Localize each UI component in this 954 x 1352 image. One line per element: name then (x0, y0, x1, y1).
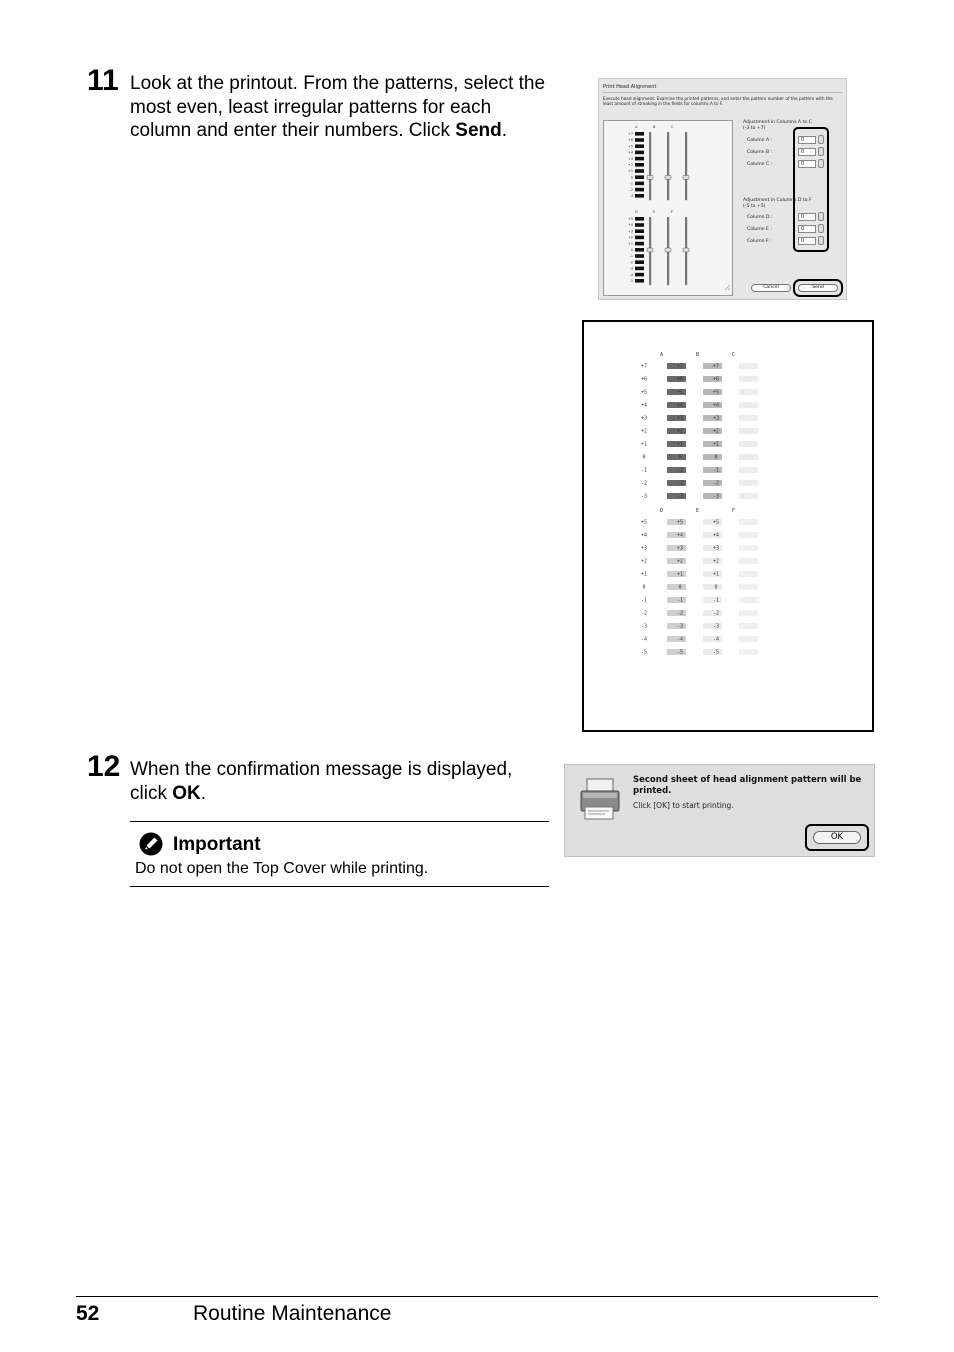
row-label-top-2-3: +4 (712, 402, 720, 409)
preview-label-bottom-2: +3 (628, 229, 633, 234)
column-f-label: Column F : (747, 239, 772, 244)
pattern-swatch-top-2-9 (739, 480, 758, 486)
row-label-top-1-2: +5 (676, 389, 684, 396)
row-label-bottom-2-4: +1 (712, 571, 720, 578)
preview-label-top-2: +5 (628, 144, 633, 149)
pattern-swatch-bottom-2-9 (739, 636, 758, 642)
row-label-top-2-10: -3 (712, 493, 720, 500)
preview-swatch-top-1 (635, 138, 644, 142)
row-label-top-1-0: +7 (676, 363, 684, 370)
important-pencil-icon (139, 832, 163, 856)
row-label-bottom-0-8: -3 (640, 623, 648, 630)
preview-label-top-8: -1 (629, 181, 633, 186)
row-label-top-1-9: -2 (676, 480, 684, 487)
row-label-bottom-1-1: +4 (676, 532, 684, 539)
important-body: Do not open the Top Cover while printing. (135, 860, 429, 877)
row-label-top-2-2: +5 (712, 389, 720, 396)
pattern-swatch-top-2-6 (739, 441, 758, 447)
column-c-input[interactable]: 0 (798, 160, 816, 168)
row-label-top-2-1: +6 (712, 376, 720, 383)
pattern-swatch-bottom-2-4 (739, 571, 758, 577)
row-label-top-0-5: +2 (640, 428, 648, 435)
row-label-bottom-1-10: -5 (676, 649, 684, 656)
row-label-top-2-4: +3 (712, 415, 720, 422)
pattern-swatch-top-2-4 (739, 415, 758, 421)
preview-swatch-top-7 (635, 175, 644, 179)
preview-col-top-1: B (653, 125, 656, 129)
row-label-bottom-1-7: -2 (676, 610, 684, 617)
resize-grip-icon (725, 285, 730, 290)
preview-slider-knob-bottom-2 (683, 248, 689, 252)
send-highlight-frame (793, 279, 843, 297)
preview-swatch-bottom-7 (635, 260, 644, 264)
group-a-c: Adjustment in Columns A to C (-3 to +7) (743, 120, 812, 131)
printer-icon (577, 775, 625, 823)
row-label-bottom-1-8: -3 (676, 623, 684, 630)
row-label-top-0-3: +4 (640, 402, 648, 409)
row-label-top-1-1: +6 (676, 376, 684, 383)
row-label-bottom-0-2: +3 (640, 545, 648, 552)
column-e-label: Column E : (747, 227, 772, 232)
row-label-bottom-1-4: +1 (676, 571, 684, 578)
pattern-swatch-bottom-2-1 (739, 532, 758, 538)
pattern-swatch-bottom-1-5 (703, 584, 722, 590)
pattern-swatch-top-2-7 (739, 454, 758, 460)
row-label-bottom-2-9: -4 (712, 636, 720, 643)
important-top-rule (130, 821, 549, 822)
column-b-input[interactable]: 0 (798, 148, 816, 156)
step-number-11: 11 (87, 64, 119, 97)
row-label-top-0-4: +3 (640, 415, 648, 422)
preview-label-top-3: +4 (628, 150, 633, 155)
pattern-preview-graphic (604, 121, 732, 295)
row-label-top-0-7: 0 (642, 454, 646, 461)
printed-pattern-graphic (584, 322, 872, 730)
row-label-bottom-0-4: +1 (640, 571, 648, 578)
row-label-bottom-0-7: -2 (640, 610, 648, 617)
pattern-swatch-top-2-1 (739, 376, 758, 382)
column-header-top-1: B (696, 352, 700, 358)
row-label-bottom-1-9: -4 (676, 636, 684, 643)
preview-label-bottom-7: -2 (629, 260, 633, 265)
row-label-top-0-10: -3 (640, 493, 648, 500)
row-label-bottom-1-2: +3 (676, 545, 684, 552)
preview-label-top-5: +2 (628, 163, 633, 167)
confirmation-message: Second sheet of head alignment pattern will be printed. (633, 775, 862, 796)
row-label-top-2-9: -2 (712, 480, 720, 487)
ok-keyword: OK (172, 782, 201, 804)
row-label-bottom-2-0: +5 (712, 519, 720, 526)
step-12-instruction: When the confirmation message is displayed, click OK. (130, 759, 513, 804)
pattern-swatch-top-2-2 (739, 389, 758, 395)
group-d-f: Adjustment in Columns D to F (-5 to +5) (743, 198, 812, 209)
column-d-label: Column D : (747, 215, 773, 220)
column-header-top-2: C (732, 352, 736, 358)
row-label-top-0-2: +5 (640, 389, 648, 396)
row-label-top-1-8: -1 (676, 467, 684, 474)
preview-label-top-6: +1 (628, 169, 633, 174)
preview-slider-knob-top-2 (683, 175, 689, 179)
row-label-bottom-1-3: +2 (676, 558, 684, 565)
send-keyword: Send (455, 120, 502, 141)
preview-slider-knob-top-0 (647, 175, 653, 179)
row-label-top-2-0: +7 (712, 363, 720, 370)
row-label-bottom-0-9: -4 (640, 636, 648, 643)
row-label-top-1-10: -3 (676, 493, 684, 500)
column-a-label: Column A : (747, 138, 773, 143)
preview-swatch-bottom-0 (635, 217, 644, 221)
preview-label-bottom-5: 0 (630, 248, 633, 252)
column-c-label: Column C : (747, 162, 773, 167)
important-bottom-rule (130, 886, 549, 887)
column-f-input[interactable]: 0 (798, 237, 816, 245)
column-e-input[interactable]: 0 (798, 225, 816, 233)
column-header-bottom-0: D (660, 508, 664, 514)
row-label-top-1-4: +3 (676, 415, 684, 422)
pattern-swatch-bottom-2-10 (739, 649, 758, 655)
preview-col-bottom-1: E (653, 210, 656, 214)
row-label-bottom-0-6: -1 (640, 597, 648, 604)
preview-swatch-top-9 (635, 188, 644, 192)
row-label-top-1-3: +4 (676, 402, 684, 409)
row-label-top-0-6: +1 (640, 441, 648, 448)
pattern-swatch-top-2-3 (739, 402, 758, 408)
column-header-top-0: A (660, 352, 664, 358)
row-label-top-0-0: +7 (640, 363, 648, 370)
row-label-top-1-6: +1 (676, 441, 684, 448)
pattern-swatch-top-2-8 (739, 467, 758, 473)
preview-col-bottom-0: D (635, 210, 638, 214)
row-label-bottom-1-5: 0 (678, 584, 682, 591)
pattern-preview (603, 120, 733, 296)
preview-swatch-top-3 (635, 151, 644, 155)
preview-swatch-top-6 (635, 169, 644, 173)
page-number: 52 (76, 1302, 100, 1325)
preview-col-top-2: C (671, 125, 674, 129)
column-d-input[interactable]: 0 (798, 213, 816, 221)
send-button[interactable]: Send (798, 284, 838, 292)
preview-label-bottom-6: -1 (629, 254, 633, 259)
preview-slider-knob-bottom-0 (647, 248, 653, 252)
column-header-bottom-2: F (732, 508, 736, 514)
preview-swatch-bottom-3 (635, 236, 644, 240)
preview-swatch-bottom-2 (635, 229, 644, 233)
pattern-swatch-top-2-0 (739, 363, 758, 369)
row-label-bottom-2-10: -5 (712, 649, 720, 656)
row-label-bottom-2-8: -3 (712, 623, 720, 630)
confirmation-subtext: Click [OK] to start printing. (633, 801, 734, 810)
preview-slider-knob-bottom-1 (665, 248, 671, 252)
preview-swatch-top-8 (635, 182, 644, 186)
preview-label-top-4: +3 (628, 156, 633, 161)
row-label-top-2-8: -1 (712, 467, 720, 474)
preview-swatch-bottom-5 (635, 248, 644, 252)
row-label-top-2-5: +2 (712, 428, 720, 435)
step-11-instruction: Look at the printout. From the patterns, select the most even, least irregular patterns for each column and enter their numbers. Click Send. (130, 73, 546, 141)
row-label-bottom-0-3: +2 (640, 558, 648, 565)
preview-label-top-9: -2 (629, 187, 633, 192)
preview-label-bottom-4: +1 (628, 241, 633, 246)
preview-label-bottom-0: +5 (628, 217, 633, 221)
pattern-swatch-bottom-2-7 (739, 610, 758, 616)
pattern-swatch-bottom-2-0 (739, 519, 758, 525)
pattern-swatch-bottom-2-3 (739, 558, 758, 564)
pattern-swatch-bottom-2-5 (739, 584, 758, 590)
row-label-bottom-1-0: +5 (676, 519, 684, 526)
row-label-bottom-0-10: -5 (640, 649, 648, 656)
cancel-button[interactable]: Cancel (751, 284, 791, 292)
preview-label-top-10: -3 (629, 194, 633, 198)
preview-swatch-top-2 (635, 144, 644, 148)
dialog-title: Print Head Alignment (603, 84, 657, 90)
preview-label-bottom-9: -4 (629, 272, 633, 277)
section-title: Routine Maintenance (193, 1302, 392, 1325)
footer-rule (76, 1296, 878, 1297)
row-label-bottom-0-5: 0 (642, 584, 646, 591)
row-label-top-0-1: +6 (640, 376, 648, 383)
row-label-bottom-2-5: 0 (714, 584, 718, 591)
row-label-bottom-2-1: +4 (712, 532, 720, 539)
row-label-top-1-7: 0 (678, 454, 682, 461)
row-label-bottom-2-6: -1 (712, 597, 720, 604)
column-b-label: Column B : (747, 150, 773, 155)
preview-swatch-bottom-4 (635, 242, 644, 246)
preview-col-top-0: A (635, 125, 638, 129)
preview-slider-top-2 (685, 132, 687, 200)
row-label-top-2-6: +1 (712, 441, 720, 448)
column-a-input[interactable]: 0 (798, 136, 816, 144)
preview-swatch-top-0 (635, 132, 644, 136)
preview-slider-top-1 (667, 132, 669, 200)
ok-button[interactable]: OK (813, 831, 861, 844)
preview-label-bottom-8: -3 (629, 266, 633, 271)
preview-col-bottom-2: F (671, 210, 674, 214)
preview-swatch-bottom-1 (635, 223, 644, 227)
dialog-description: Execute head alignment. Examine the printed patterns, and enter the pattern number of the pattern with the least amount of streaking in the fields for columns A to F. (603, 96, 833, 107)
pattern-swatch-top-0-7 (667, 454, 686, 460)
row-label-top-2-7: 0 (714, 454, 718, 461)
pattern-swatch-top-1-7 (703, 454, 722, 460)
pattern-swatch-bottom-2-8 (739, 623, 758, 629)
important-title: Important (173, 834, 261, 855)
preview-swatch-top-10 (635, 194, 644, 198)
preview-swatch-bottom-10 (635, 279, 644, 283)
fields-highlight-frame (793, 127, 829, 252)
print-head-alignment-dialog (598, 78, 847, 300)
preview-label-bottom-3: +2 (628, 235, 633, 240)
step-number-12: 12 (87, 750, 121, 783)
preview-label-top-1: +6 (628, 138, 633, 143)
row-label-bottom-0-0: +5 (640, 519, 648, 526)
preview-label-bottom-10: -5 (629, 279, 633, 283)
pattern-swatch-bottom-2-2 (739, 545, 758, 551)
row-label-top-0-8: -1 (640, 467, 648, 474)
column-header-bottom-1: E (696, 508, 700, 514)
preview-swatch-bottom-6 (635, 254, 644, 258)
preview-slider-top-0 (649, 132, 651, 200)
row-label-bottom-2-3: +2 (712, 558, 720, 565)
row-label-bottom-2-2: +3 (712, 545, 720, 552)
row-label-top-1-5: +2 (676, 428, 684, 435)
pattern-swatch-top-2-10 (739, 493, 758, 499)
title-divider (602, 92, 843, 93)
pattern-swatch-bottom-0-5 (667, 584, 686, 590)
preview-label-top-0: +7 (628, 132, 633, 136)
row-label-top-0-9: -2 (640, 480, 648, 487)
preview-swatch-top-4 (635, 157, 644, 161)
preview-label-top-7: 0 (630, 175, 633, 180)
row-label-bottom-0-1: +4 (640, 532, 648, 539)
printed-pattern-sheet (582, 320, 874, 732)
preview-swatch-bottom-9 (635, 273, 644, 277)
preview-label-bottom-1: +4 (628, 223, 633, 228)
pattern-swatch-bottom-2-6 (739, 597, 758, 603)
preview-swatch-bottom-8 (635, 267, 644, 271)
row-label-bottom-2-7: -2 (712, 610, 720, 617)
row-label-bottom-1-6: -1 (676, 597, 684, 604)
preview-slider-knob-top-1 (665, 175, 671, 179)
confirmation-dialog (564, 764, 875, 857)
preview-swatch-top-5 (635, 163, 644, 167)
pattern-swatch-top-2-5 (739, 428, 758, 434)
